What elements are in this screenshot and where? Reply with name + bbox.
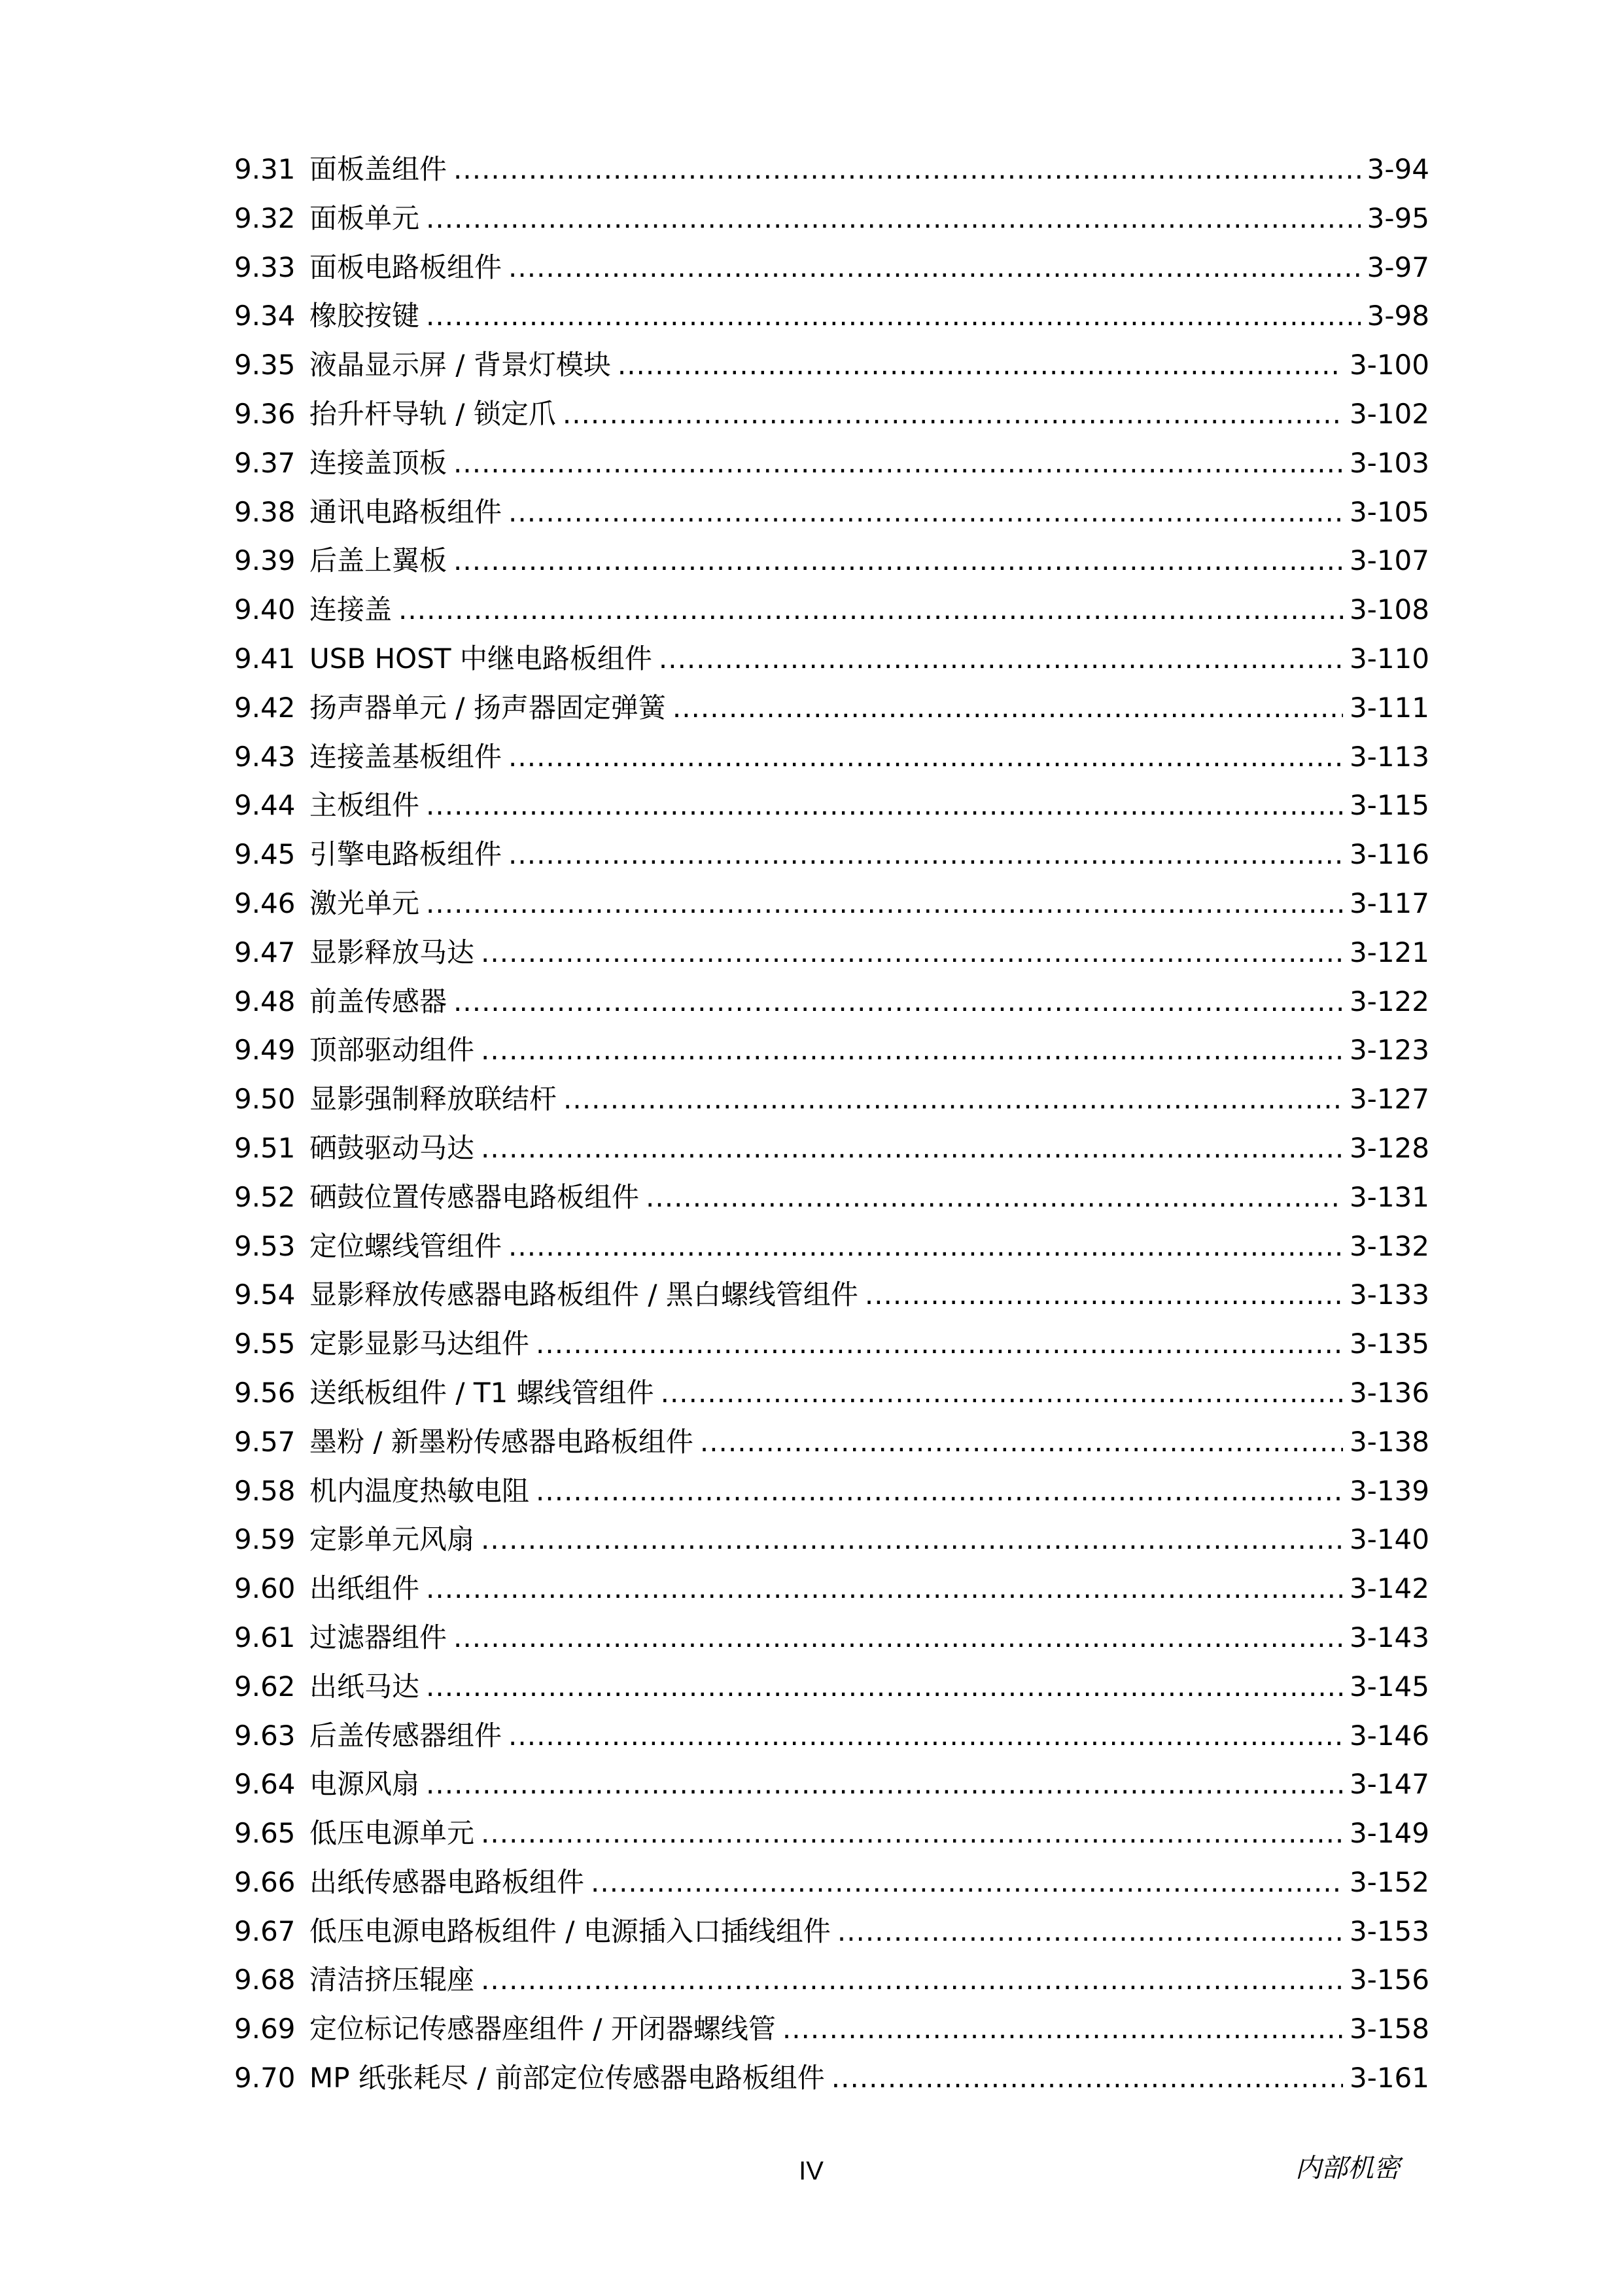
toc-entry-number: 9.53 xyxy=(234,1229,296,1262)
toc-entry-number: 9.54 xyxy=(234,1279,296,1311)
toc-entry-title: 面板电路板组件 xyxy=(309,251,502,283)
toc-entry-page: 3-149 xyxy=(1349,1817,1429,1850)
toc-dot-leader xyxy=(591,1858,1343,1907)
toc-entry-number: 9.57 xyxy=(234,1425,296,1458)
toc-entry-title: 显影释放马达 xyxy=(309,936,475,968)
toc-entry-page: 3-135 xyxy=(1349,1328,1429,1360)
toc-dot-leader xyxy=(426,1663,1343,1712)
toc-entry-number: 9.34 xyxy=(234,300,296,332)
toc-entry[interactable] xyxy=(234,879,1429,928)
toc-entry[interactable] xyxy=(234,928,1429,978)
toc-dot-leader xyxy=(426,781,1343,830)
toc-entry-number: 9.55 xyxy=(234,1328,296,1360)
toc-entry-number: 9.69 xyxy=(234,2013,296,2045)
toc-dot-leader xyxy=(508,243,1361,292)
toc-dot-leader xyxy=(481,1515,1343,1564)
toc-entry-title: 硒鼓驱动马达 xyxy=(309,1131,475,1164)
toc-entry-page: 3-103 xyxy=(1349,446,1429,479)
toc-entry[interactable] xyxy=(234,830,1429,879)
toc-entry-title: 清洁挤压辊座 xyxy=(309,1964,475,1996)
toc-dot-leader xyxy=(536,1467,1343,1516)
toc-entry-page: 3-122 xyxy=(1349,985,1429,1017)
toc-entry-number: 9.68 xyxy=(234,1964,296,1996)
toc-entry[interactable] xyxy=(234,1564,1429,1614)
toc-dot-leader xyxy=(508,1712,1343,1761)
toc-entry[interactable] xyxy=(234,1809,1429,1858)
toc-entry[interactable] xyxy=(234,1907,1429,1956)
toc-entry-number: 9.51 xyxy=(234,1131,296,1164)
toc-entry[interactable] xyxy=(234,1760,1429,1809)
toc-entry-title: 出纸马达 xyxy=(309,1670,420,1703)
page-number: IV xyxy=(799,2157,824,2185)
toc-entry-title: 前盖传感器 xyxy=(309,985,447,1017)
toc-entry-page: 3-113 xyxy=(1349,740,1429,773)
toc-entry[interactable] xyxy=(234,1515,1429,1564)
toc-entry-title: 低压电源单元 xyxy=(309,1817,475,1850)
toc-dot-leader xyxy=(659,635,1343,684)
toc-entry[interactable] xyxy=(234,733,1429,782)
toc-entry-title: MP 纸张耗尽 / 前部定位传感器电路板组件 xyxy=(309,2062,825,2094)
toc-entry-page: 3-123 xyxy=(1349,1034,1429,1067)
toc-entry-page: 3-115 xyxy=(1349,789,1429,822)
toc-entry-number: 9.38 xyxy=(234,495,296,528)
toc-entry-number: 9.36 xyxy=(234,397,296,430)
toc-entry[interactable] xyxy=(234,781,1429,830)
toc-entry-number: 9.61 xyxy=(234,1621,296,1653)
toc-entry[interactable] xyxy=(234,2005,1429,2054)
toc-entry[interactable] xyxy=(234,1418,1429,1467)
toc-entry-page: 3-95 xyxy=(1367,202,1429,234)
toc-entry[interactable] xyxy=(234,1369,1429,1418)
toc-dot-leader xyxy=(481,928,1343,978)
toc-entry-number: 9.56 xyxy=(234,1376,296,1409)
toc-entry-title: 显影强制释放联结杆 xyxy=(309,1083,557,1116)
toc-entry-number: 9.67 xyxy=(234,1915,296,1947)
toc-entry-page: 3-145 xyxy=(1349,1670,1429,1703)
toc-entry-number: 9.37 xyxy=(234,446,296,479)
toc-entry-number: 9.52 xyxy=(234,1180,296,1213)
toc-entry-number: 9.35 xyxy=(234,349,296,381)
toc-dot-leader xyxy=(481,1124,1343,1173)
toc-entry-title: 显影释放传感器电路板组件 / 黑白螺线管组件 xyxy=(309,1279,858,1311)
toc-entry-page: 3-94 xyxy=(1367,153,1429,185)
toc-entry[interactable] xyxy=(234,635,1429,684)
toc-entry-number: 9.50 xyxy=(234,1083,296,1116)
toc-entry-number: 9.46 xyxy=(234,887,296,919)
toc-entry-title: 橡胶按键 xyxy=(309,300,420,332)
toc-entry-page: 3-161 xyxy=(1349,2062,1429,2094)
toc-entry-page: 3-158 xyxy=(1349,2013,1429,2045)
toc-entry-page: 3-140 xyxy=(1349,1523,1429,1556)
toc-entry-page: 3-147 xyxy=(1349,1768,1429,1801)
toc-entry-title: 电源风扇 xyxy=(309,1768,420,1801)
toc-entry-number: 9.42 xyxy=(234,691,296,724)
toc-entry[interactable] xyxy=(234,1320,1429,1369)
toc-entry-page: 3-152 xyxy=(1349,1865,1429,1898)
toc-entry-title: 面板盖组件 xyxy=(309,153,447,185)
toc-entry-number: 9.41 xyxy=(234,642,296,675)
toc-entry-page: 3-110 xyxy=(1349,642,1429,675)
toc-entry-title: 出纸传感器电路板组件 xyxy=(309,1865,585,1898)
toc-entry[interactable] xyxy=(234,488,1429,537)
toc-entry-page: 3-136 xyxy=(1349,1376,1429,1409)
toc-entry-number: 9.31 xyxy=(234,153,296,185)
toc-entry-title: 连接盖顶板 xyxy=(309,446,447,479)
toc-entry-page: 3-143 xyxy=(1349,1621,1429,1653)
toc-entry-page: 3-107 xyxy=(1349,544,1429,577)
toc-entry-title: 连接盖 xyxy=(309,593,393,626)
toc-entry-number: 9.45 xyxy=(234,838,296,871)
toc-entry-page: 3-102 xyxy=(1349,397,1429,430)
toc-entry-number: 9.70 xyxy=(234,2062,296,2094)
toc-entry-number: 9.65 xyxy=(234,1817,296,1850)
toc-entry[interactable] xyxy=(234,390,1429,439)
toc-entry[interactable] xyxy=(234,2054,1429,2103)
toc-entry[interactable] xyxy=(234,1075,1429,1124)
toc-dot-leader xyxy=(661,1369,1343,1418)
toc-entry-number: 9.48 xyxy=(234,985,296,1017)
toc-dot-leader xyxy=(563,390,1343,439)
toc-entry[interactable] xyxy=(234,1614,1429,1663)
toc-entry-title: 液晶显示屏 / 背景灯模块 xyxy=(309,349,611,381)
table-of-contents xyxy=(234,145,1429,2103)
toc-entry-number: 9.32 xyxy=(234,202,296,234)
toc-entry-number: 9.39 xyxy=(234,544,296,577)
toc-entry[interactable] xyxy=(234,1467,1429,1516)
toc-entry-page: 3-100 xyxy=(1349,349,1429,381)
toc-entry-title: 通讯电路板组件 xyxy=(309,495,502,528)
toc-entry-page: 3-153 xyxy=(1349,1915,1429,1947)
toc-entry-page: 3-116 xyxy=(1349,838,1429,871)
toc-entry-number: 9.58 xyxy=(234,1474,296,1507)
toc-entry[interactable] xyxy=(234,292,1429,341)
toc-entry-page: 3-121 xyxy=(1349,936,1429,968)
toc-entry[interactable] xyxy=(234,1956,1429,2005)
toc-entry[interactable] xyxy=(234,684,1429,733)
toc-dot-leader xyxy=(453,1614,1343,1663)
toc-entry-number: 9.47 xyxy=(234,936,296,968)
toc-entry-title: 主板组件 xyxy=(309,789,420,822)
toc-entry[interactable] xyxy=(234,1026,1429,1075)
toc-entry[interactable] xyxy=(234,978,1429,1027)
toc-dot-leader xyxy=(563,1075,1343,1124)
toc-entry[interactable] xyxy=(234,341,1429,390)
toc-entry-number: 9.66 xyxy=(234,1865,296,1898)
toc-dot-leader xyxy=(426,1760,1343,1809)
toc-entry-page: 3-142 xyxy=(1349,1572,1429,1605)
toc-entry-page: 3-156 xyxy=(1349,1964,1429,1996)
toc-entry[interactable] xyxy=(234,1712,1429,1761)
toc-dot-leader xyxy=(782,2005,1343,2054)
toc-entry-page: 3-127 xyxy=(1349,1083,1429,1116)
toc-entry[interactable] xyxy=(234,145,1429,194)
toc-entry-title: 面板单元 xyxy=(309,202,420,234)
toc-dot-leader xyxy=(481,1026,1343,1075)
toc-dot-leader xyxy=(700,1418,1343,1467)
toc-entry-title: 墨粉 / 新墨粉传感器电路板组件 xyxy=(309,1425,693,1458)
toc-entry-title: USB HOST 中继电路板组件 xyxy=(309,642,652,675)
toc-dot-leader xyxy=(618,341,1343,390)
toc-entry-title: 后盖上翼板 xyxy=(309,544,447,577)
toc-entry-number: 9.63 xyxy=(234,1719,296,1752)
toc-dot-leader xyxy=(865,1271,1343,1320)
toc-entry-title: 后盖传感器组件 xyxy=(309,1719,502,1752)
toc-dot-leader xyxy=(453,537,1343,586)
toc-dot-leader xyxy=(453,439,1343,488)
toc-dot-leader xyxy=(508,488,1343,537)
toc-entry[interactable] xyxy=(234,194,1429,243)
toc-entry-title: 过滤器组件 xyxy=(309,1621,447,1653)
toc-entry-page: 3-117 xyxy=(1349,887,1429,919)
toc-entry-title: 定位螺线管组件 xyxy=(309,1229,502,1262)
toc-dot-leader xyxy=(426,194,1361,243)
toc-entry-number: 9.49 xyxy=(234,1034,296,1067)
toc-dot-leader xyxy=(508,733,1343,782)
toc-dot-leader xyxy=(837,1907,1343,1956)
toc-entry-page: 3-98 xyxy=(1367,300,1429,332)
toc-dot-leader xyxy=(453,978,1343,1027)
toc-entry-title: 送纸板组件 / T1 螺线管组件 xyxy=(309,1376,654,1409)
toc-entry[interactable] xyxy=(234,1858,1429,1907)
toc-dot-leader xyxy=(508,830,1343,879)
toc-entry[interactable] xyxy=(234,1124,1429,1173)
toc-entry-page: 3-97 xyxy=(1367,251,1429,283)
toc-entry-title: 顶部驱动组件 xyxy=(309,1034,475,1067)
toc-entry[interactable] xyxy=(234,1173,1429,1222)
toc-entry-page: 3-146 xyxy=(1349,1719,1429,1752)
toc-dot-leader xyxy=(508,1222,1343,1271)
toc-entry[interactable] xyxy=(234,1663,1429,1712)
toc-entry-page: 3-111 xyxy=(1349,691,1429,724)
toc-dot-leader xyxy=(536,1320,1343,1369)
toc-dot-leader xyxy=(481,1809,1343,1858)
toc-entry-number: 9.33 xyxy=(234,251,296,283)
toc-entry-title: 定位标记传感器座组件 / 开闭器螺线管 xyxy=(309,2013,776,2045)
toc-entry-number: 9.59 xyxy=(234,1523,296,1556)
toc-entry-title: 扬声器单元 / 扬声器固定弹簧 xyxy=(309,691,666,724)
toc-entry-page: 3-132 xyxy=(1349,1229,1429,1262)
toc-entry-page: 3-133 xyxy=(1349,1279,1429,1311)
toc-entry[interactable] xyxy=(234,537,1429,586)
toc-entry-number: 9.44 xyxy=(234,789,296,822)
toc-entry-title: 抬升杆导轨 / 锁定爪 xyxy=(309,397,556,430)
toc-dot-leader xyxy=(426,292,1361,341)
toc-entry-number: 9.60 xyxy=(234,1572,296,1605)
toc-dot-leader xyxy=(426,879,1343,928)
toc-entry-number: 9.40 xyxy=(234,593,296,626)
toc-entry-title: 定影单元风扇 xyxy=(309,1523,475,1556)
toc-entry-number: 9.62 xyxy=(234,1670,296,1703)
toc-dot-leader xyxy=(453,145,1361,194)
toc-entry-title: 出纸组件 xyxy=(309,1572,420,1605)
toc-entry-title: 硒鼓位置传感器电路板组件 xyxy=(309,1180,640,1213)
toc-dot-leader xyxy=(481,1956,1343,2005)
toc-entry-title: 机内温度热敏电阻 xyxy=(309,1474,530,1507)
toc-entry-page: 3-131 xyxy=(1349,1180,1429,1213)
toc-entry-page: 3-138 xyxy=(1349,1425,1429,1458)
toc-entry-number: 9.43 xyxy=(234,740,296,773)
toc-entry[interactable] xyxy=(234,1271,1429,1320)
toc-dot-leader xyxy=(426,1564,1343,1614)
toc-entry-title: 激光单元 xyxy=(309,887,420,919)
confidential-mark: 内部机密 xyxy=(1295,2153,1400,2183)
toc-dot-leader xyxy=(831,2054,1343,2103)
toc-dot-leader xyxy=(672,684,1343,733)
toc-entry[interactable] xyxy=(234,243,1429,292)
toc-entry-page: 3-105 xyxy=(1349,495,1429,528)
toc-entry-page: 3-108 xyxy=(1349,593,1429,626)
toc-dot-leader xyxy=(646,1173,1343,1222)
toc-entry-title: 定影显影马达组件 xyxy=(309,1328,530,1360)
toc-entry[interactable] xyxy=(234,586,1429,635)
toc-entry-title: 连接盖基板组件 xyxy=(309,740,502,773)
toc-entry-title: 引擎电路板组件 xyxy=(309,838,502,871)
toc-entry-page: 3-139 xyxy=(1349,1474,1429,1507)
toc-entry[interactable] xyxy=(234,1222,1429,1271)
toc-entry-page: 3-128 xyxy=(1349,1131,1429,1164)
toc-dot-leader xyxy=(398,586,1343,635)
toc-entry[interactable] xyxy=(234,439,1429,488)
toc-entry-number: 9.64 xyxy=(234,1768,296,1801)
toc-entry-title: 低压电源电路板组件 / 电源插入口插线组件 xyxy=(309,1915,831,1947)
